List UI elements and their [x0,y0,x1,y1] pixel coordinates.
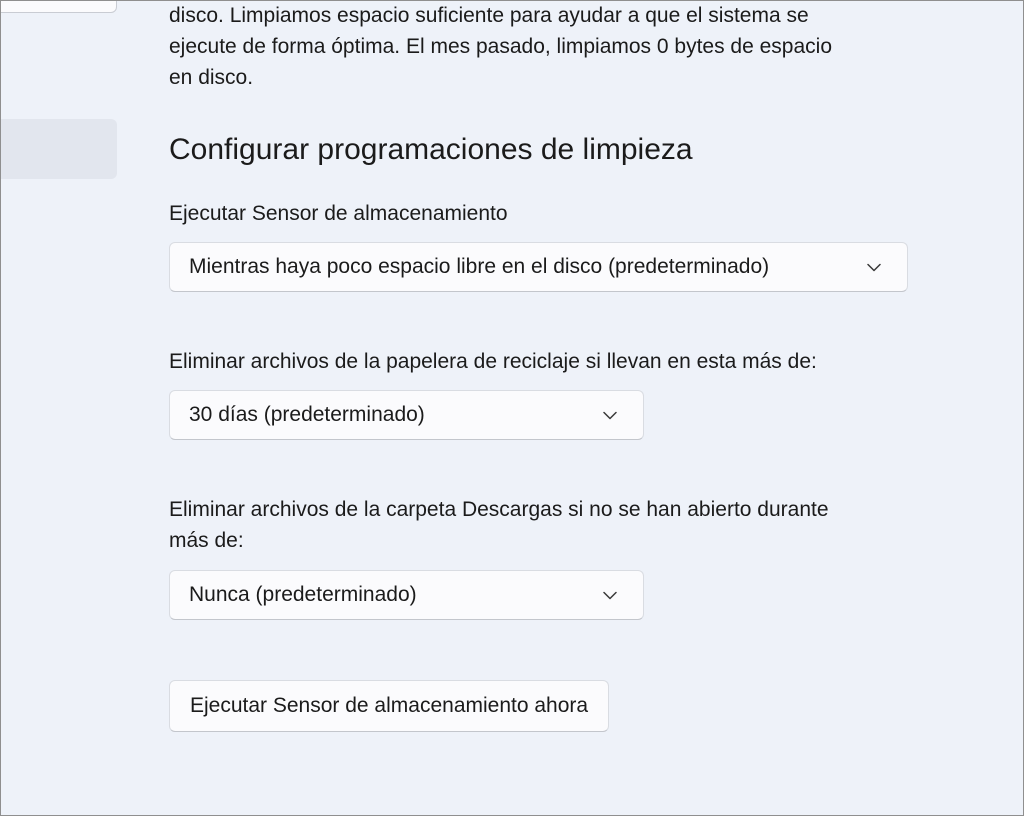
description-line: disco. Limpiamos espacio suficiente para ayudar a que el sistema se [169,4,809,27]
storage-sense-description [169,0,929,93]
recycle-bin-selected-value: 30 días (predeterminado) [189,403,425,426]
description-line: en disco. [169,66,254,89]
downloads-label-line: Eliminar archivos de la carpeta Descargas si no se han abierto durante [169,498,829,521]
downloads-selected-value: Nunca (predeterminado) [189,583,417,606]
nav-selected-item[interactable] [1,119,117,179]
run-storage-sense-now-button[interactable]: Ejecutar Sensor de almacenamiento ahora [169,680,609,732]
chevron-down-icon [867,260,881,274]
chevron-down-icon [603,408,617,422]
section-title: Configurar programaciones de limpieza [169,133,693,166]
description-line: ejecute de forma óptima. El mes pasado, limpiamos 0 bytes de espacio [169,35,833,58]
nav-search-box[interactable] [0,0,117,13]
recycle-bin-label: Eliminar archivos de la papelera de reciclaje si llevan en esta más de: [169,350,817,373]
run-sensor-selected-value: Mientras haya poco espacio libre en el disco (predeterminado) [189,255,770,278]
recycle-bin-dropdown[interactable] [169,390,644,440]
run-sensor-label: Ejecutar Sensor de almacenamiento [169,202,508,225]
downloads-label [169,494,829,556]
downloads-label-line: más de: [169,529,244,552]
chevron-down-icon [603,588,617,602]
run-sensor-dropdown[interactable] [169,242,908,292]
downloads-dropdown[interactable] [169,570,644,620]
